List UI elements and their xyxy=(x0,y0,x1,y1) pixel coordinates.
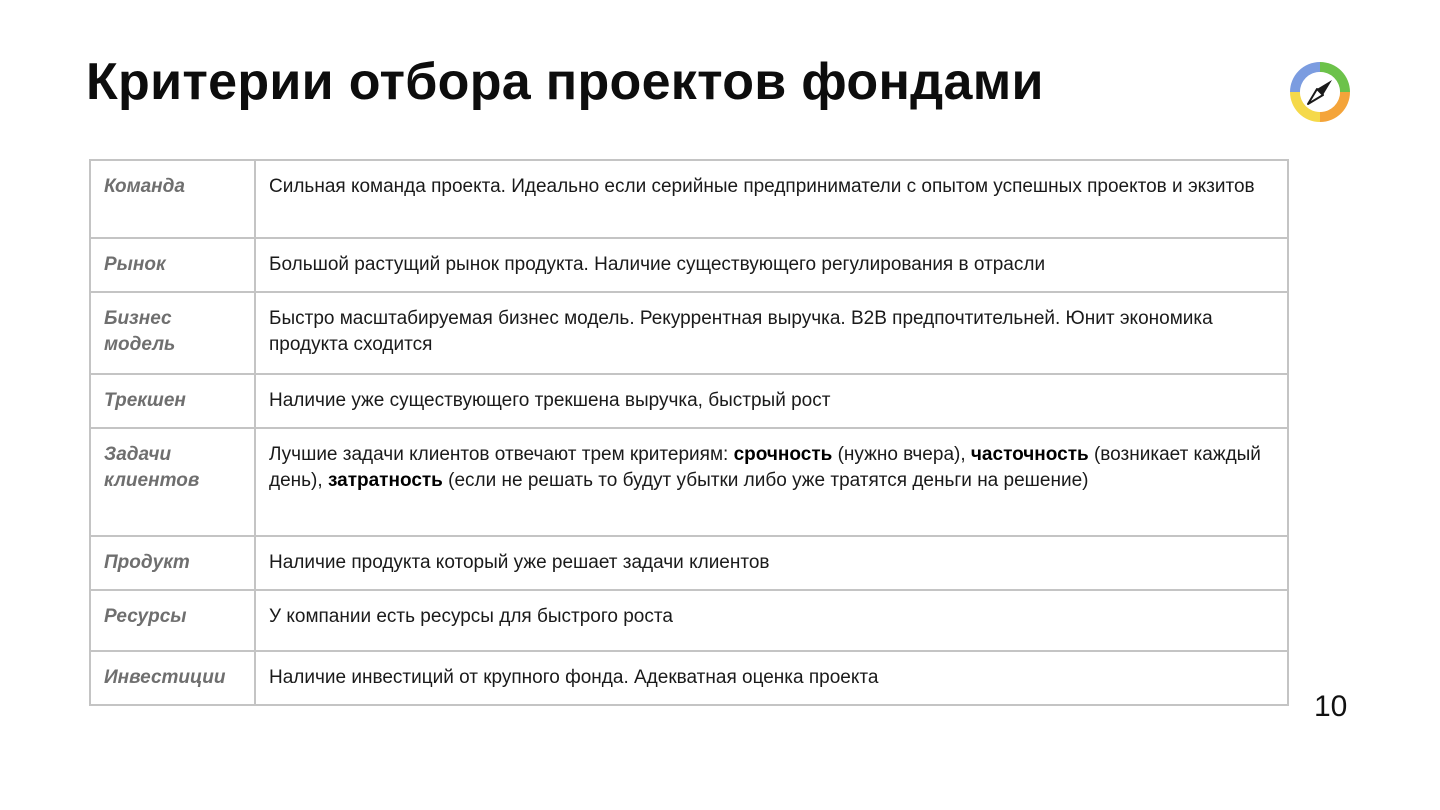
criterion-description: У компании есть ресурсы для быстрого роста xyxy=(255,590,1288,651)
compass-logo-icon xyxy=(1286,58,1354,126)
table-row xyxy=(90,238,1288,292)
criterion-description: Наличие продукта который уже решает задачи клиентов xyxy=(255,536,1288,590)
table-row xyxy=(90,651,1288,705)
criterion-description: Наличие уже существующего трекшена выручка, быстрый рост xyxy=(255,374,1288,428)
highlight-cost: затратность xyxy=(327,470,443,491)
criterion-description: Большой растущий рынок продукта. Наличие существующего регулирования в отрасли xyxy=(255,238,1288,292)
criterion-label: Продукт xyxy=(90,536,255,590)
table-row xyxy=(90,160,1288,238)
criterion-label: Трекшен xyxy=(90,374,255,428)
criterion-description xyxy=(255,428,1288,536)
description-text: (если не решать то будут убытки либо уже тратятся деньги на решение) xyxy=(442,470,1089,491)
table-row xyxy=(90,292,1288,374)
description-text: Лучшие задачи клиентов отвечают трем критериям: xyxy=(269,444,734,465)
criterion-description: Сильная команда проекта. Идеально если серийные предприниматели с опытом успешных проектов и экзитов xyxy=(255,160,1288,238)
highlight-frequency: часточность xyxy=(970,444,1089,465)
criterion-label: Инвестиции xyxy=(90,651,255,705)
page-number: 10 xyxy=(1314,690,1348,723)
table-row xyxy=(90,428,1288,536)
table-row xyxy=(90,590,1288,651)
highlight-urgency: срочность xyxy=(733,444,833,465)
criterion-label: Рынок xyxy=(90,238,255,292)
criterion-description: Наличие инвестиций от крупного фонда. Адекватная оценка проекта xyxy=(255,651,1288,705)
table-row xyxy=(90,374,1288,428)
criterion-label: Бизнес модель xyxy=(90,292,255,374)
criteria-table xyxy=(89,159,1289,706)
criterion-label: Ресурсы xyxy=(90,590,255,651)
table-row xyxy=(90,536,1288,590)
criterion-label: Команда xyxy=(90,160,255,238)
criterion-label: Задачи клиентов xyxy=(90,428,255,536)
page-title: Критерии отбора проектов фондами xyxy=(86,53,1044,111)
description-text: (нужно вчера), xyxy=(832,444,971,465)
description-text: (возникает каждый день), xyxy=(269,444,1261,491)
criterion-description: Быстро масштабируемая бизнес модель. Рекуррентная выручка. B2B предпочтительней. Юнит экономика продукта сходится xyxy=(255,292,1288,374)
